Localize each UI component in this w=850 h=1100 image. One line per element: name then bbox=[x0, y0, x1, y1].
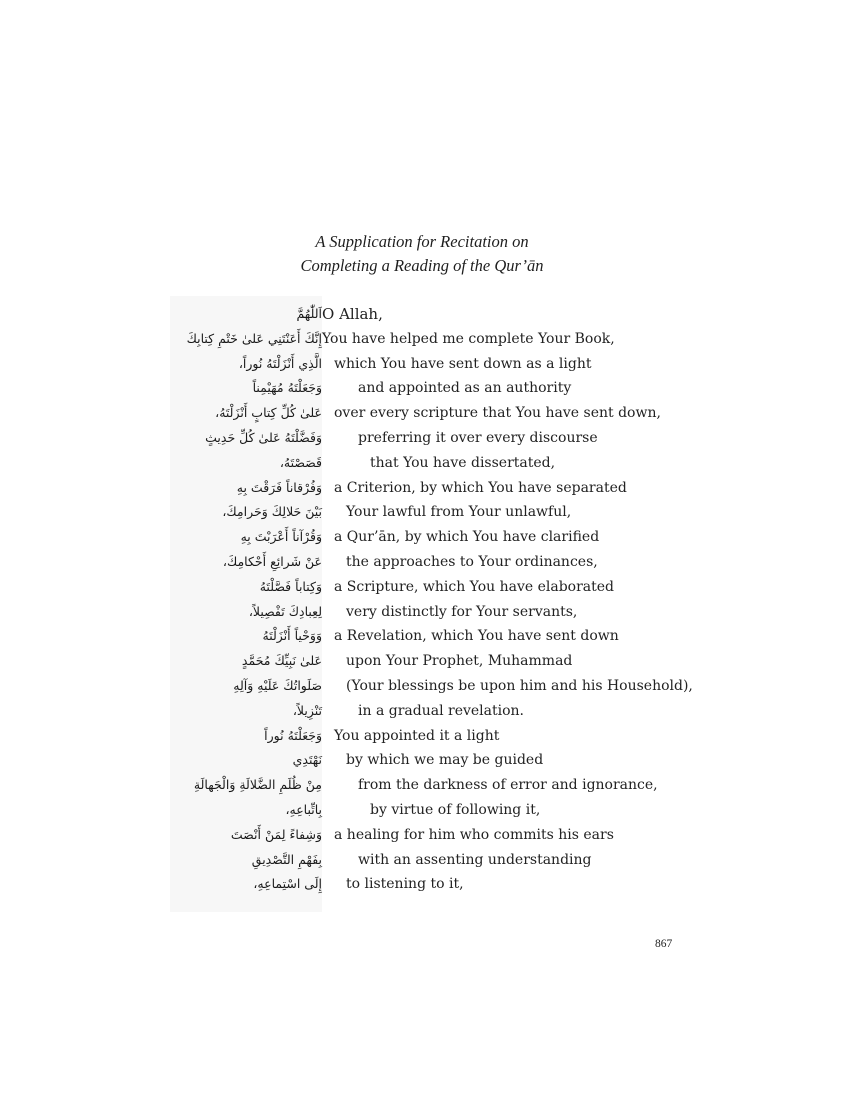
arabic-verse-text: وَفُرْقاناً فَرَقْتَ بِهِ bbox=[236, 479, 322, 495]
english-verse-text: Your lawful from Your unlawful, bbox=[346, 504, 572, 521]
arabic-verse-text: بِاتِّباعِهِ، bbox=[285, 801, 322, 817]
verse-line bbox=[0, 376, 850, 401]
english-verse-text: You have helped me complete Your Book, bbox=[322, 330, 615, 347]
english-verse-text: a Criterion, by which You have separated bbox=[334, 479, 627, 496]
arabic-verse-text: الَّذِي أَنْزَلْتَهُ نُوراً، bbox=[238, 355, 322, 371]
arabic-verse-text: بَيْنَ حَلالِكَ وَحَرامِكَ، bbox=[222, 504, 322, 520]
english-verse-text: by virtue of following it, bbox=[370, 801, 541, 818]
verse-line bbox=[0, 649, 850, 674]
verse-line bbox=[0, 624, 850, 649]
english-verse-text: to listening to it, bbox=[346, 876, 464, 893]
title-line-1: A Supplication for Recitation on bbox=[315, 232, 529, 251]
arabic-verse-text: عَلىٰ كُلِّ كِتابٍ أَنْزَلْتَهُ، bbox=[215, 405, 322, 421]
arabic-verse-text: عَنْ شَرائِعِ أَحْكامِكَ، bbox=[222, 553, 322, 569]
verse-lines bbox=[0, 302, 850, 897]
verse-line bbox=[0, 401, 850, 426]
arabic-verse-text: وَفَضَّلْتَهُ عَلىٰ كُلِّ حَدِيثٍ bbox=[205, 429, 322, 445]
english-verse-text: the approaches to Your ordinances, bbox=[346, 553, 598, 570]
arabic-verse-text: نَهْتَدِي bbox=[292, 752, 322, 768]
title-line-2: Completing a Reading of the Qur’ān bbox=[300, 256, 544, 275]
english-verse-text: from the darkness of error and ignorance, bbox=[358, 777, 658, 794]
verse-line bbox=[0, 798, 850, 823]
arabic-verse-text: وَجَعَلْتَهُ نُوراً bbox=[264, 727, 322, 743]
english-verse-text: which You have sent down as a light bbox=[334, 355, 592, 372]
verse-line bbox=[0, 575, 850, 600]
arabic-verse-text: عَلىٰ نَبِيِّكَ مُحَمَّدٍ bbox=[241, 653, 322, 669]
verse-line bbox=[0, 302, 850, 327]
verse-line bbox=[0, 773, 850, 798]
arabic-verse-text: صَلَواتُكَ عَلَيْهِ وَآلِهِ bbox=[233, 677, 322, 693]
verse-line bbox=[0, 525, 850, 550]
english-verse-text: that You have dissertated, bbox=[370, 454, 556, 471]
english-verse-text: O Allah, bbox=[322, 305, 383, 323]
arabic-verse-text: لِعِبادِكَ تَفْصِيلاً، bbox=[248, 603, 322, 619]
arabic-verse-text: إِنَّكَ أَعَنْتَنِي عَلىٰ خَتْمِ كِتابِكَ bbox=[186, 330, 322, 346]
english-verse-text: a Revelation, which You have sent down bbox=[334, 628, 619, 645]
verse-line bbox=[0, 724, 850, 749]
arabic-verse-text: وَكِتاباً فَصَّلْتَهُ bbox=[259, 578, 322, 594]
verse-line bbox=[0, 352, 850, 377]
page-number: 867 bbox=[655, 938, 673, 950]
verse-line bbox=[0, 748, 850, 773]
arabic-verse-text: تَنْزِيلاً، bbox=[292, 702, 322, 718]
english-verse-text: in a gradual revelation. bbox=[358, 702, 524, 719]
arabic-verse-text: قَصَصْتَهُ، bbox=[279, 454, 322, 470]
arabic-verse-text: وَشِفاءً لِمَنْ أَنْصَتَ bbox=[230, 826, 322, 842]
verse-line bbox=[0, 451, 850, 476]
verse-line bbox=[0, 550, 850, 575]
arabic-verse-text: وَجَعَلْتَهُ مُهَيْمِناً bbox=[252, 380, 322, 396]
english-verse-text: preferring it over every discourse bbox=[358, 429, 598, 446]
english-verse-text: and appointed as an authority bbox=[358, 380, 572, 397]
arabic-verse-text: اَللّٰهُمَّ bbox=[296, 306, 322, 321]
verse-line bbox=[0, 823, 850, 848]
english-verse-text: by which we may be guided bbox=[346, 752, 544, 769]
arabic-verse-text: وَوَحْياً أَنْزَلْتَهُ bbox=[262, 628, 322, 644]
verse-line bbox=[0, 872, 850, 897]
supplication-title bbox=[0, 230, 850, 278]
arabic-verse-text: مِنْ ظُلَمِ الضَّلالَةِ وَالْجَهالَةِ bbox=[193, 777, 322, 793]
english-verse-text: very distinctly for Your servants, bbox=[346, 603, 578, 620]
verse-line bbox=[0, 600, 850, 625]
english-verse-text: (Your blessings be upon him and his Household), bbox=[346, 677, 693, 694]
verse-line bbox=[0, 426, 850, 451]
arabic-verse-text: وَقُرْآناً أَعْرَبْتَ بِهِ bbox=[240, 529, 322, 545]
english-verse-text: a Scripture, which You have elaborated bbox=[334, 578, 615, 595]
english-verse-text: a Qur’ān, by which You have clarified bbox=[334, 529, 600, 546]
english-verse-text: a healing for him who commits his ears bbox=[334, 826, 614, 843]
arabic-verse-text: بِفَهْمِ التَّصْدِيقِ bbox=[251, 851, 322, 867]
verse-line bbox=[0, 699, 850, 724]
verse-line bbox=[0, 500, 850, 525]
verse-line bbox=[0, 674, 850, 699]
verse-line bbox=[0, 476, 850, 501]
arabic-verse-text: إِلَى اسْتِماعِهِ، bbox=[253, 876, 322, 892]
verse-line bbox=[0, 848, 850, 873]
english-verse-text: with an assenting understanding bbox=[358, 851, 592, 868]
verse-line bbox=[0, 327, 850, 352]
english-verse-text: upon Your Prophet, Muhammad bbox=[346, 653, 573, 670]
english-verse-text: over every scripture that You have sent down, bbox=[334, 405, 661, 422]
english-verse-text: You appointed it a light bbox=[334, 727, 500, 744]
